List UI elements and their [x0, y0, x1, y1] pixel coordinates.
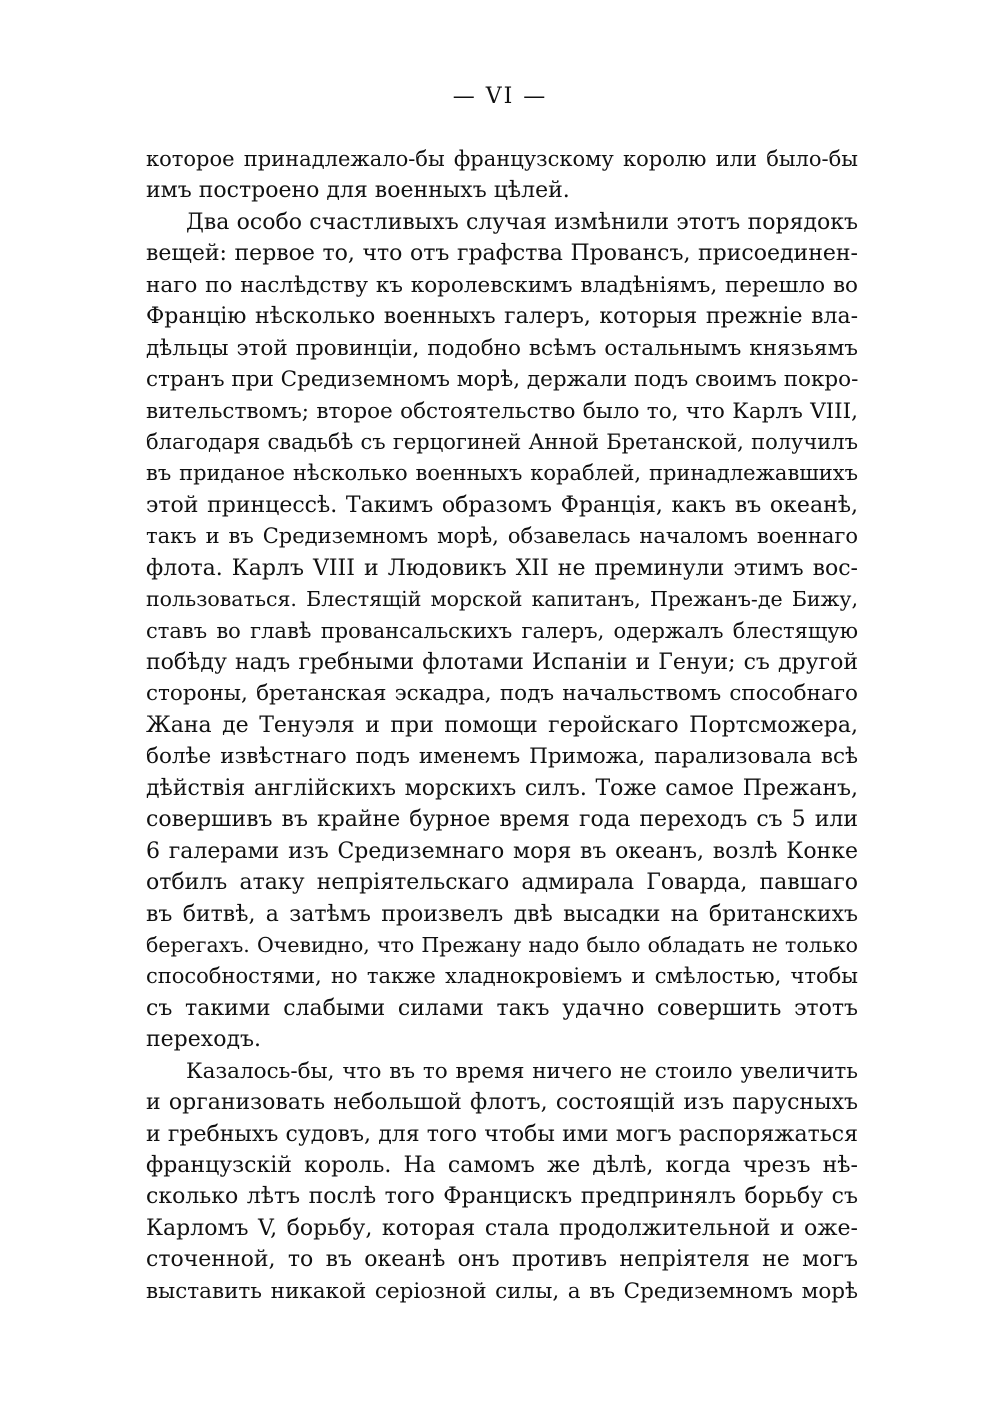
text-line: и гребныхъ судовъ, для того чтобы ими могъ распоряжаться [146, 1121, 858, 1147]
text-line: дѣльцы этой провинціи, подобно всѣмъ остальнымъ князьямъ [146, 335, 858, 361]
text-line: наго по наслѣдству къ королевскимъ владѣніямъ, перешло во [146, 272, 858, 298]
text-line: съ такими слабыми силами такъ удачно совершить этотъ [146, 995, 858, 1021]
text-line: стороны, бретанская эскадра, подъ начальствомъ способнаго [146, 681, 858, 707]
text-line: Два особо счастливыхъ случая измѣнили этотъ порядокъ [186, 209, 858, 235]
text-line: выставить никакой серіозной силы, а въ Средиземномъ морѣ [146, 1278, 858, 1304]
text-line: вещей: первое то, что отъ графства Провансъ, присоединен- [146, 241, 858, 267]
text-line: дѣйствія англійскихъ морскихъ силъ. Тоже самое Прежанъ, [146, 775, 858, 801]
text-line: этой принцессѣ. Такимъ образомъ Францiя, какъ въ океанѣ, [146, 492, 858, 518]
text-line: сколько лѣтъ послѣ того Францискъ предпринялъ борьбу съ [146, 1184, 858, 1210]
text-line: флота. Карлъ VIII и Людовикъ XII не преминули этимъ вос- [146, 555, 858, 581]
text-line: имъ построено для военныхъ цѣлей. [146, 178, 570, 204]
text-line: Францію нѣсколько военныхъ галеръ, которыя прежніе вла- [146, 304, 858, 330]
body-text [146, 144, 858, 1307]
text-line: способностями, но также хладнокровіемъ и смѣлостью, чтобы [146, 964, 858, 989]
text-line: пользоваться. Блестящій морской капитанъ, Прежанъ-де Бижу, [146, 587, 858, 612]
text-line: сточенной, то въ океанѣ онъ противъ непріятеля не могъ [146, 1247, 858, 1273]
text-line: Карломъ V, борьбу, которая стала продолжительной и оже- [146, 1215, 858, 1241]
text-line: такъ и въ Средиземномъ морѣ, обзавелась началомъ военнаго [146, 524, 858, 549]
text-line: побѣду надъ гребными флотами Испаніи и Генуи; съ другой [146, 650, 858, 675]
page-number: — VI — [452, 84, 548, 109]
text-line: которое принадлежало-бы французскому королю или было-бы [146, 147, 858, 171]
text-line: берегахъ. Очевидно, что Прежану надо было обладать не только [146, 932, 858, 957]
text-line: благодаря свадьбѣ съ герцогиней Анной Бретанской, получилъ [146, 429, 858, 454]
text-line: Казалось-бы, что въ то время ничего не стоило увеличить [186, 1058, 858, 1084]
text-line: ставъ во главѣ провансальскихъ галеръ, одержалъ блестящую [146, 618, 858, 643]
text-line: въ битвѣ, а затѣмъ произвелъ двѣ высадки на британскихъ [146, 901, 858, 927]
text-line: въ приданое нѣсколько военныхъ кораблей, принадлежавшихъ [146, 461, 858, 486]
text-line: странъ при Средиземномъ морѣ, держали подъ своимъ покро- [146, 367, 859, 393]
text-line: отбилъ атаку непріятельскаго адмирала Говарда, павшаго [146, 870, 858, 896]
text-line: переходъ. [146, 1027, 261, 1053]
text-line: совершивъ въ крайне бурное время года переходъ съ 5 или [146, 807, 858, 833]
text-line: французскій король. На самомъ же дѣлѣ, когда чрезъ нѣ- [146, 1153, 858, 1178]
text-line: болѣе извѣстнаго подъ именемъ Приможа, парализовала всѣ [146, 744, 858, 770]
text-line: вительствомъ; второе обстоятельство было то, что Карлъ VIII, [146, 398, 858, 424]
text-line: Жана де Тенуэля и при помощи геройскаго Портсможера, [146, 712, 858, 738]
text-line: 6 галерами изъ Средиземнаго моря въ океанъ, возлѣ Конке [146, 838, 858, 864]
text-line: и организовать небольшой флотъ, состоящій изъ парусныхъ [146, 1090, 858, 1116]
